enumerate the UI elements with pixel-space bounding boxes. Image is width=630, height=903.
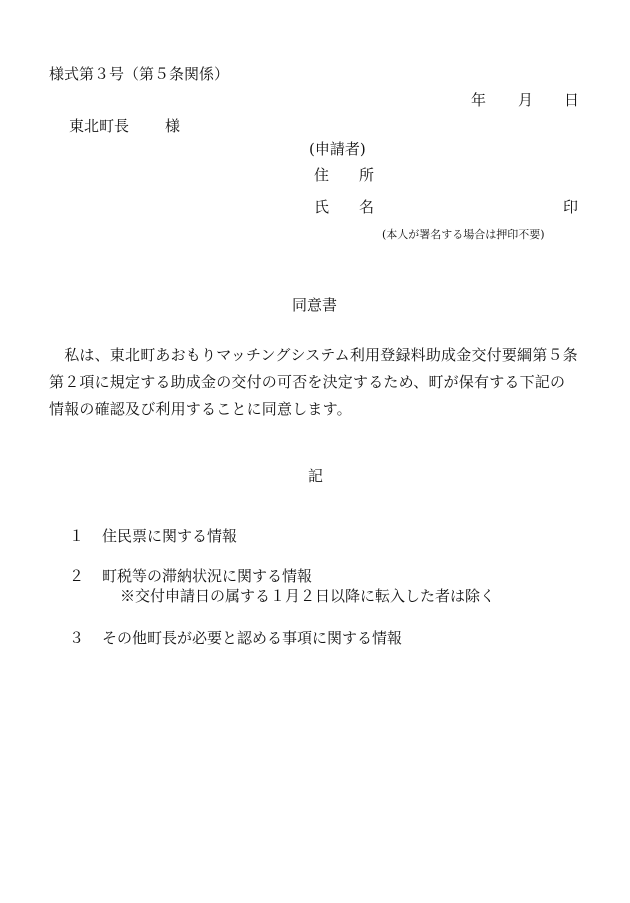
date-month-label: 月 xyxy=(518,91,534,109)
seal-mark: 印 xyxy=(563,198,579,216)
addressee-name: 東北町長 xyxy=(69,117,130,135)
addressee-honorific: 様 xyxy=(165,117,181,135)
date-day-label: 日 xyxy=(564,91,580,109)
item-text: 住民票に関する情報 xyxy=(102,527,238,545)
paragraph-line: 私は、東北町あおもりマッチングシステム利用登録料助成金交付要綱第５条 xyxy=(49,346,578,364)
item-number: ２ xyxy=(69,567,85,585)
seal-note: (本人が署名する場合は押印不要) xyxy=(382,228,545,241)
item-text: 町税等の滞納状況に関する情報 xyxy=(102,567,313,585)
item-text: その他町長が必要と認める事項に関する情報 xyxy=(102,629,403,647)
paragraph-line: 情報の確認及び利用することに同意します。 xyxy=(49,400,352,418)
document-title: 同意書 xyxy=(292,296,338,314)
item-number: １ xyxy=(69,527,85,545)
applicant-name-label: 氏 名 xyxy=(314,198,375,216)
ki-heading: 記 xyxy=(308,467,324,485)
applicant-heading: (申請者) xyxy=(309,140,366,158)
item-note: ※交付申請日の属する１月２日以降に転入した者は除く xyxy=(120,587,496,605)
form-label: 様式第３号（第５条関係） xyxy=(49,65,230,83)
paragraph-line: 第２項に規定する助成金の交付の可否を決定するため、町が保有する下記の xyxy=(49,373,566,391)
item-number: ３ xyxy=(69,629,85,647)
applicant-address-label: 住 所 xyxy=(314,166,375,184)
date-year-label: 年 xyxy=(471,91,487,109)
consent-paragraph xyxy=(49,342,589,423)
